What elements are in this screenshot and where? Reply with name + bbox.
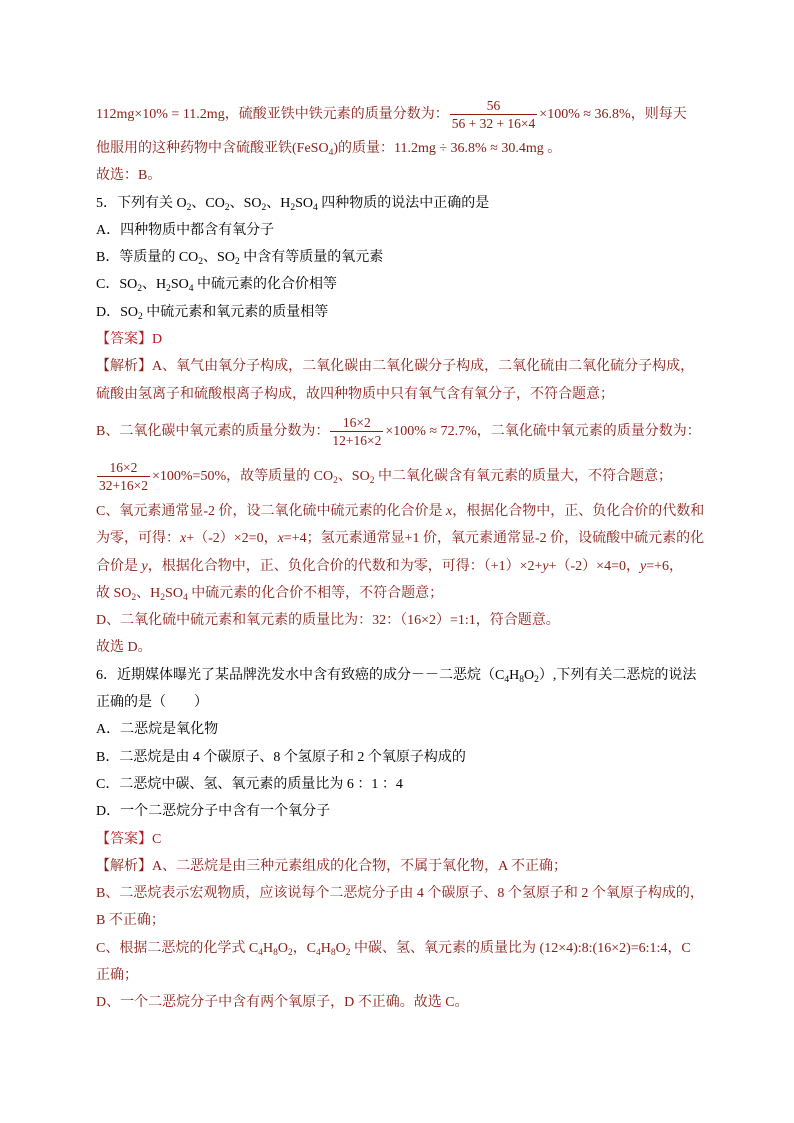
- q6-analysis-b-line-2: B 不正确；: [96, 913, 165, 929]
- subscript: 2: [345, 947, 351, 958]
- q6-option-a: A．二恶烷是氧化物: [96, 722, 219, 738]
- text-run: C、根据二恶烷的化学式 C: [96, 940, 259, 956]
- text-run: 、H: [266, 195, 291, 211]
- mass-ratio-expression: (12×4):8:(16×2)=6:1:4: [539, 940, 668, 956]
- q6-analysis-a: 【解析】A、二恶烷是由三种元素组成的化合物，不属于氧化物，A 不正确；: [96, 858, 567, 874]
- q6-stem-line-1: [96, 662, 698, 689]
- q6-analysis: [96, 853, 704, 1017]
- text-run: C、氧元素通常显-2 价，设二氧化硫中硫元素的化合价是: [96, 503, 446, 519]
- text-run: ，根据化合物中，正、负化合价的代数和: [452, 503, 705, 519]
- q5-analysis-b-line-2: [96, 456, 698, 498]
- q5-analysis-c-line-3: [96, 553, 698, 580]
- text-run: B．等质量的 CO: [96, 250, 199, 266]
- text-run: 、SO: [203, 250, 235, 266]
- text-run: 中硫元素的化合价相等: [193, 277, 338, 293]
- fraction-numerator: 56: [450, 97, 538, 115]
- fraction-numerator: 16×2: [330, 414, 383, 432]
- text-run: ，根据化合物中，正、负化合价的代数和为零，可得：（+1）×2+: [147, 558, 543, 574]
- text-run: =+6，: [646, 558, 683, 574]
- subscript: 4: [258, 947, 263, 958]
- subscript: 2: [198, 257, 204, 268]
- subscript: 4: [182, 592, 188, 603]
- subscript: 8: [330, 947, 336, 958]
- subscript: 2: [138, 311, 143, 322]
- text-run: B、二氧化碳中氧元素的质量分数为：: [96, 423, 330, 439]
- text-run: 、CO: [191, 195, 225, 211]
- ferrous-sulfate-mass-expression: 11.2mg ÷ 36.8% ≈ 30.4mg: [393, 141, 544, 156]
- variable-x: x: [180, 531, 187, 547]
- text-run: 中硫元素和氧元素的质量相等: [142, 304, 329, 320]
- fraction-denominator: 32+16×2: [99, 478, 148, 494]
- q6-option-d: D．一个二恶烷分子中含有一个氧分子: [96, 804, 331, 820]
- text-run: 、H: [141, 277, 167, 293]
- variable-y: y: [542, 558, 549, 574]
- text-run: ，二氧化硫中氧元素的质量分数为：: [476, 423, 701, 439]
- text-run: 他服用的这种药物中含硫酸亚铁(FeSO: [96, 141, 329, 156]
- variable-y: y: [639, 558, 647, 574]
- subscript: 4: [504, 674, 510, 685]
- text-run: 中碳、氢、氧元素的质量比为: [350, 940, 540, 956]
- fraction-numerator: 16×2: [97, 459, 150, 477]
- q6-stem-line-2: 正确的是（ ）: [96, 695, 208, 711]
- so2-oxygen-result: ×100%=50%: [151, 468, 227, 484]
- text-run: D．SO: [96, 304, 139, 320]
- q6-answer: 【答案】C: [96, 831, 162, 847]
- so2-oxygen-fraction: [97, 459, 150, 494]
- text-run: C．SO: [96, 277, 138, 293]
- co2-oxygen-fraction: [330, 414, 383, 449]
- worksheet-page: [96, 95, 705, 1017]
- q6-analysis-b-line-1: B、二恶烷表示宏观物质，应该说每个二恶烷分子由 4 个碳原子、8 个氢原子和 2 个氧原子构成的，: [96, 886, 704, 902]
- text-run: SO: [295, 195, 314, 211]
- text-run: 、H: [136, 585, 161, 601]
- text-run: 5．下列有关 O: [96, 195, 187, 211]
- text-run: +（-2）×2=0，: [186, 531, 278, 547]
- subscript: 2: [137, 284, 142, 295]
- variable-y: y: [141, 558, 148, 574]
- text-run: )的质量：: [333, 141, 394, 156]
- q5-option-a: A．四种物质中都含有氧分子: [96, 222, 275, 238]
- subscript: 4: [316, 947, 321, 958]
- subscript: 4: [188, 284, 194, 295]
- subscript: 4: [328, 148, 334, 158]
- text-run: 、SO: [229, 195, 262, 211]
- q5-analysis-c-line-2: [96, 525, 705, 552]
- text-run: =+4；氢元素通常显+1 价，氧元素通常显-2 价，设硫酸中硫元素的化: [283, 531, 705, 547]
- subscript: 2: [160, 592, 166, 603]
- subscript: 2: [287, 947, 293, 958]
- text-run: O: [523, 667, 535, 683]
- subscript: 2: [261, 202, 267, 213]
- subscript: 2: [333, 475, 338, 486]
- text-run: SO: [165, 585, 183, 601]
- subscript: 8: [273, 947, 278, 958]
- text-run: 合价是: [96, 558, 142, 574]
- text-run: H: [509, 667, 520, 683]
- q5-choice: 故选 D。: [96, 640, 152, 656]
- variable-x: x: [446, 503, 453, 519]
- q5-analysis-c-line-4: [96, 580, 698, 607]
- iron-mass-line: [96, 95, 698, 135]
- subscript: 4: [313, 202, 318, 213]
- subscript: 2: [186, 202, 192, 213]
- fraction-denominator: 56 + 32 + 16×4: [451, 116, 536, 132]
- previous-analysis-continued: [96, 95, 698, 190]
- q5-analysis-a-line-1: 【解析】A、氧气由氧分子构成，二氧化碳由二氧化碳分子构成，二氧化硫由二氧化硫分子构成，: [96, 359, 695, 375]
- subscript: 2: [166, 284, 171, 295]
- text-run: ，C: [292, 940, 317, 956]
- q5-option-d: [96, 299, 698, 326]
- question-5: [96, 190, 705, 662]
- text-run: H: [262, 940, 274, 956]
- variable-x: x: [277, 531, 284, 547]
- question-6: [96, 662, 704, 1017]
- q5-stem: [96, 190, 698, 217]
- q5-answer: 【答案】D: [96, 332, 163, 348]
- q6-analysis-c-line-1: [96, 935, 698, 962]
- q5-analysis-a-line-2: 硫酸由氢离子和硫酸根离子构成，故四种物质中只有氧气含有氧分子，不符合题意；: [96, 386, 614, 402]
- q5-option-b: [96, 244, 698, 271]
- subscript: 2: [290, 202, 296, 213]
- subscript: 2: [534, 674, 539, 685]
- text-run: ，硫酸亚铁中铁元素的质量分数为：: [224, 107, 449, 122]
- text-run: O: [277, 940, 288, 956]
- q6-option-b: B．二恶烷是由 4 个碳原子、8 个氢原子和 2 个氧原子构成的: [96, 749, 466, 765]
- previous-choice: 故选：B。: [96, 168, 162, 184]
- q5-option-c: [96, 271, 698, 298]
- subscript: 2: [131, 592, 137, 603]
- q5-analysis-d: D、二氧化硫中硫元素和氧元素的质量比为：32：（16×2）=1:1，符合题意。: [96, 613, 560, 629]
- text-run: 中硫元素的化合价不相等，不符合题意；: [187, 585, 444, 601]
- text-run: ，C: [667, 940, 691, 956]
- subscript: 2: [234, 257, 240, 268]
- text-run: 中二氧化碳含有氧元素的质量大，不符合题意；: [374, 468, 672, 484]
- q6-analysis-d: D、一个二恶烷分子中含有两个氧原子，D 不正确。故选 C。: [96, 995, 469, 1011]
- text-run: +（-2）×4=0，: [548, 558, 640, 574]
- text-run: 、SO: [337, 468, 370, 484]
- q5-analysis: [96, 353, 705, 661]
- text-run: H: [320, 940, 331, 956]
- co2-oxygen-result: ×100% ≈ 72.7%: [385, 423, 477, 439]
- iron-mass-fraction: [450, 97, 538, 132]
- text-run: SO: [170, 277, 189, 293]
- subscript: 2: [369, 475, 375, 486]
- ferrous-sulfate-mass-line: [96, 135, 698, 162]
- iron-fraction-result: ×100% ≈ 36.8%: [539, 107, 631, 122]
- q5-analysis-b-line-1: [96, 408, 701, 456]
- text-run: ，故等质量的 CO: [226, 468, 334, 484]
- text-run: 。: [543, 141, 562, 156]
- q6-option-c: C．二恶烷中碳、氢、氧元素的质量比为 6 ：1 ：4: [96, 776, 403, 792]
- text-run: O: [335, 940, 346, 956]
- text-run: 6．近期媒体曝光了某品牌洗发水中含有致癌的成分－－二恶烷（C: [96, 667, 505, 683]
- fraction-denominator: 12+16×2: [332, 433, 382, 449]
- text-run: 中含有等质量的氧元素: [239, 250, 384, 266]
- text-run: ，则每天: [630, 107, 687, 122]
- text-run: 为零，可得：: [96, 531, 180, 547]
- text-run: 四种物质的说法中正确的是: [317, 195, 490, 211]
- q6-analysis-c-line-2: 正确；: [96, 968, 138, 984]
- text-run: ）,下列有关二恶烷的说法: [538, 667, 697, 683]
- text-run: 故 SO: [96, 585, 132, 601]
- subscript: 8: [519, 674, 524, 685]
- iron-mass-expression: 112mg×10% = 11.2mg: [96, 107, 225, 122]
- q5-analysis-c-line-1: [96, 498, 705, 525]
- subscript: 2: [224, 202, 230, 213]
